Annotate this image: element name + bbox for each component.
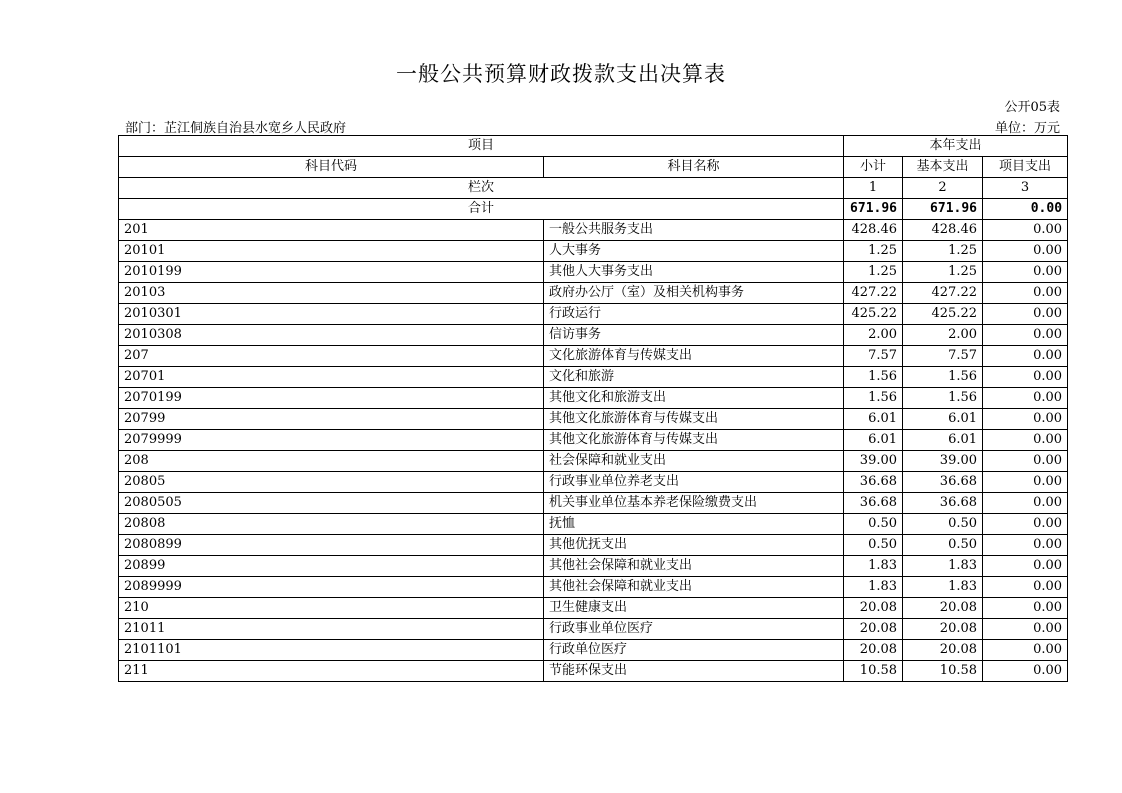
col-number-2: 2: [903, 178, 983, 199]
row-project: 0.00: [983, 598, 1068, 619]
row-subtotal: 425.22: [844, 304, 903, 325]
row-project: 0.00: [983, 493, 1068, 514]
total-subtotal: 671.96: [844, 199, 903, 220]
row-name: 机关事业单位基本养老保险缴费支出: [544, 493, 844, 514]
row-subtotal: 20.08: [844, 598, 903, 619]
row-subtotal: 36.68: [844, 472, 903, 493]
page-title: 一般公共预算财政拨款支出决算表: [396, 62, 726, 86]
table-row: [119, 640, 1068, 661]
row-subtotal: 1.56: [844, 388, 903, 409]
table-row: [119, 619, 1068, 640]
column-order-row: [119, 178, 1068, 199]
table-row: [119, 220, 1068, 241]
row-basic: 0.50: [903, 514, 983, 535]
row-project: 0.00: [983, 661, 1068, 682]
row-name: 其他文化和旅游支出: [544, 388, 844, 409]
table-row: [119, 388, 1068, 409]
row-code: 20805: [119, 472, 544, 493]
row-basic: 20.08: [903, 598, 983, 619]
table-row: [119, 535, 1068, 556]
row-subtotal: 1.25: [844, 241, 903, 262]
row-code: 2101101: [119, 640, 544, 661]
row-name: 信访事务: [544, 325, 844, 346]
row-code: 210: [119, 598, 544, 619]
header-current-year: 本年支出: [844, 136, 1068, 157]
table-row: [119, 325, 1068, 346]
row-basic: 10.58: [903, 661, 983, 682]
row-subtotal: 20.08: [844, 619, 903, 640]
header-subtotal: 小计: [844, 157, 903, 178]
table-row: [119, 451, 1068, 472]
table-row: [119, 577, 1068, 598]
form-number: 公开05表: [1004, 100, 1060, 115]
row-code: 211: [119, 661, 544, 682]
table-row: [119, 661, 1068, 682]
row-basic: 425.22: [903, 304, 983, 325]
row-project: 0.00: [983, 367, 1068, 388]
row-name: 行政运行: [544, 304, 844, 325]
row-subtotal: 0.50: [844, 535, 903, 556]
row-project: 0.00: [983, 640, 1068, 661]
header-row-columns: [119, 157, 1068, 178]
header-project: 项目: [119, 136, 844, 157]
row-project: 0.00: [983, 619, 1068, 640]
row-basic: 36.68: [903, 493, 983, 514]
row-project: 0.00: [983, 556, 1068, 577]
row-code: 20101: [119, 241, 544, 262]
row-basic: 36.68: [903, 472, 983, 493]
row-project: 0.00: [983, 577, 1068, 598]
table-row: [119, 493, 1068, 514]
total-project: 0.00: [983, 199, 1068, 220]
row-name: 政府办公厅（室）及相关机构事务: [544, 283, 844, 304]
row-project: 0.00: [983, 514, 1068, 535]
row-code: 2010308: [119, 325, 544, 346]
row-basic: 1.25: [903, 262, 983, 283]
row-code: 2080505: [119, 493, 544, 514]
row-project: 0.00: [983, 535, 1068, 556]
row-code: 20701: [119, 367, 544, 388]
row-name: 文化旅游体育与传媒支出: [544, 346, 844, 367]
row-project: 0.00: [983, 283, 1068, 304]
row-basic: 2.00: [903, 325, 983, 346]
row-subtotal: 36.68: [844, 493, 903, 514]
row-basic: 1.83: [903, 556, 983, 577]
table-row: [119, 472, 1068, 493]
table-row: [119, 556, 1068, 577]
col-number-3: 3: [983, 178, 1068, 199]
table-row: [119, 514, 1068, 535]
expenditure-table: [118, 135, 1068, 682]
row-name: 文化和旅游: [544, 367, 844, 388]
department-label: 部门：芷江侗族自治县水宽乡人民政府: [125, 121, 347, 136]
row-basic: 20.08: [903, 640, 983, 661]
row-name: 一般公共服务支出: [544, 220, 844, 241]
row-code: 2010301: [119, 304, 544, 325]
row-basic: 428.46: [903, 220, 983, 241]
unit-label: 单位：万元: [994, 121, 1060, 136]
header-row-top: [119, 136, 1068, 157]
row-subtotal: 10.58: [844, 661, 903, 682]
row-basic: 6.01: [903, 430, 983, 451]
row-basic: 427.22: [903, 283, 983, 304]
row-name: 节能环保支出: [544, 661, 844, 682]
row-name: 其他社会保障和就业支出: [544, 577, 844, 598]
table-row: [119, 346, 1068, 367]
row-basic: 1.83: [903, 577, 983, 598]
row-code: 2070199: [119, 388, 544, 409]
row-project: 0.00: [983, 304, 1068, 325]
table-row: [119, 409, 1068, 430]
total-row: [119, 199, 1068, 220]
row-name: 其他优抚支出: [544, 535, 844, 556]
row-code: 20103: [119, 283, 544, 304]
row-name: 其他人大事务支出: [544, 262, 844, 283]
row-code: 208: [119, 451, 544, 472]
row-subtotal: 427.22: [844, 283, 903, 304]
row-name: 人大事务: [544, 241, 844, 262]
row-name: 其他文化旅游体育与传媒支出: [544, 409, 844, 430]
row-project: 0.00: [983, 472, 1068, 493]
table-row: [119, 283, 1068, 304]
row-project: 0.00: [983, 346, 1068, 367]
row-basic: 1.56: [903, 367, 983, 388]
row-code: 2089999: [119, 577, 544, 598]
row-name: 社会保障和就业支出: [544, 451, 844, 472]
row-name: 其他文化旅游体育与传媒支出: [544, 430, 844, 451]
row-project: 0.00: [983, 241, 1068, 262]
row-subtotal: 1.83: [844, 556, 903, 577]
row-project: 0.00: [983, 409, 1068, 430]
col-number-1: 1: [844, 178, 903, 199]
row-code: 2010199: [119, 262, 544, 283]
row-project: 0.00: [983, 325, 1068, 346]
header-code: 科目代码: [119, 157, 544, 178]
total-basic: 671.96: [903, 199, 983, 220]
table-row: [119, 598, 1068, 619]
row-subtotal: 6.01: [844, 430, 903, 451]
row-code: 20899: [119, 556, 544, 577]
row-name: 行政事业单位养老支出: [544, 472, 844, 493]
row-subtotal: 1.25: [844, 262, 903, 283]
row-code: 20808: [119, 514, 544, 535]
row-project: 0.00: [983, 430, 1068, 451]
row-basic: 0.50: [903, 535, 983, 556]
header-name: 科目名称: [544, 157, 844, 178]
column-order-label: 栏次: [119, 178, 844, 199]
row-code: 21011: [119, 619, 544, 640]
row-project: 0.00: [983, 451, 1068, 472]
row-subtotal: 0.50: [844, 514, 903, 535]
header-project-exp: 项目支出: [983, 157, 1068, 178]
row-project: 0.00: [983, 220, 1068, 241]
row-subtotal: 1.56: [844, 367, 903, 388]
row-subtotal: 428.46: [844, 220, 903, 241]
table-row: [119, 430, 1068, 451]
table-row: [119, 367, 1068, 388]
row-subtotal: 1.83: [844, 577, 903, 598]
row-code: 2080899: [119, 535, 544, 556]
table-row: [119, 262, 1068, 283]
row-basic: 1.25: [903, 241, 983, 262]
row-name: 抚恤: [544, 514, 844, 535]
row-subtotal: 6.01: [844, 409, 903, 430]
row-code: 20799: [119, 409, 544, 430]
row-basic: 20.08: [903, 619, 983, 640]
row-name: 卫生健康支出: [544, 598, 844, 619]
row-subtotal: 7.57: [844, 346, 903, 367]
row-project: 0.00: [983, 262, 1068, 283]
row-subtotal: 2.00: [844, 325, 903, 346]
row-basic: 6.01: [903, 409, 983, 430]
header-basic: 基本支出: [903, 157, 983, 178]
row-name: 行政单位医疗: [544, 640, 844, 661]
row-code: 2079999: [119, 430, 544, 451]
row-name: 其他社会保障和就业支出: [544, 556, 844, 577]
row-subtotal: 20.08: [844, 640, 903, 661]
row-basic: 39.00: [903, 451, 983, 472]
row-project: 0.00: [983, 388, 1068, 409]
total-label: 合计: [119, 199, 844, 220]
table-row: [119, 304, 1068, 325]
row-code: 207: [119, 346, 544, 367]
row-subtotal: 39.00: [844, 451, 903, 472]
row-name: 行政事业单位医疗: [544, 619, 844, 640]
row-basic: 7.57: [903, 346, 983, 367]
table-row: [119, 241, 1068, 262]
row-code: 201: [119, 220, 544, 241]
row-basic: 1.56: [903, 388, 983, 409]
